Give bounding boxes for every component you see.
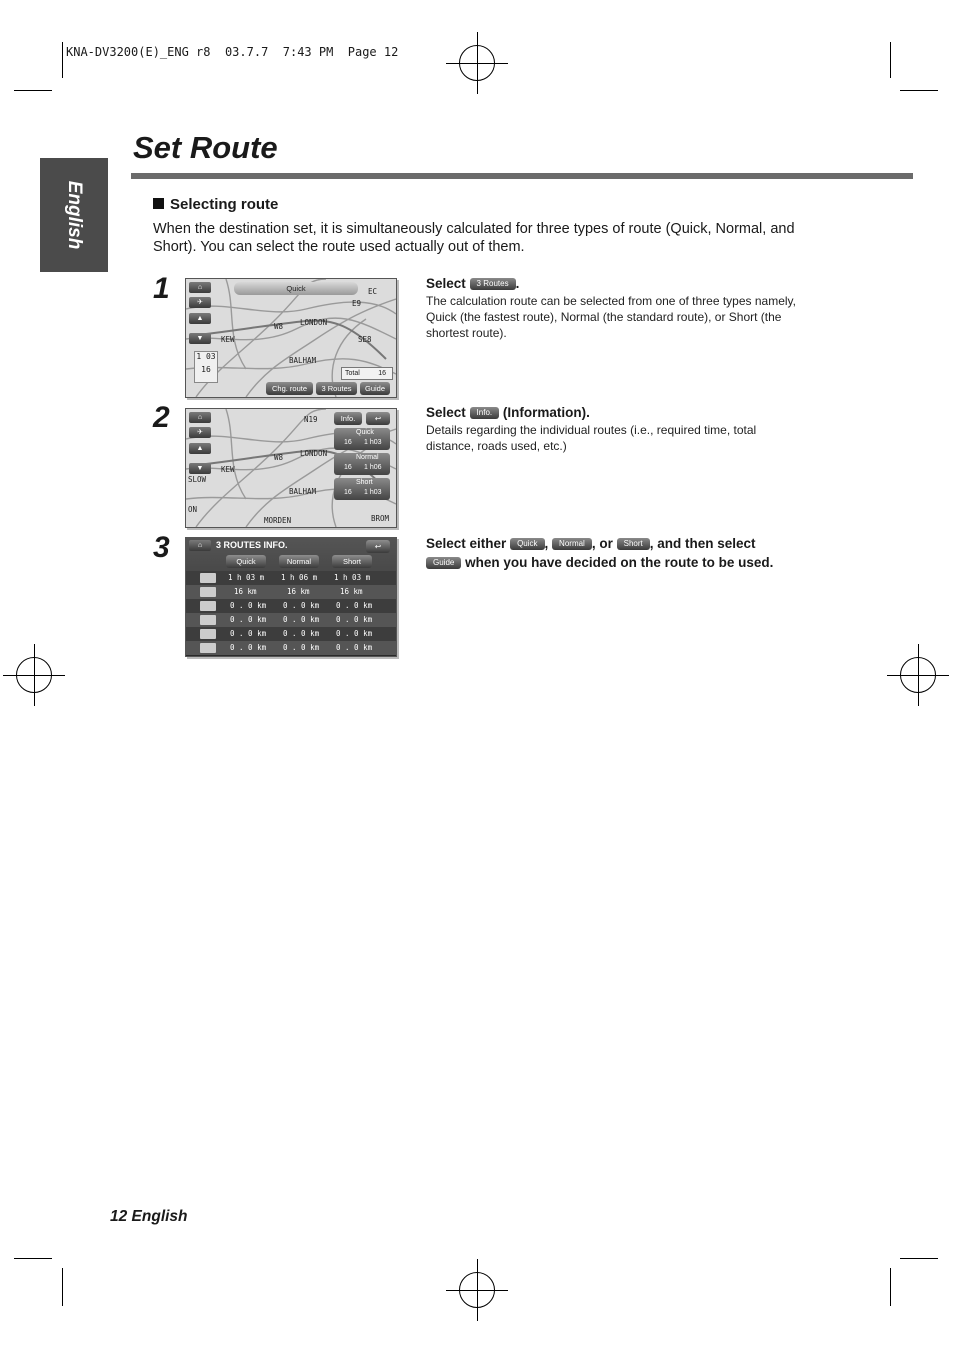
three-routes-button[interactable]: 3 Routes [316, 382, 357, 395]
rail-icon [200, 643, 216, 653]
map-label: BALHAM [289, 487, 317, 496]
map-label: MORDEN [264, 516, 292, 525]
step-3-title: Select either Quick , Normal , or Short , and then select Guide when you have decided on the route to be used. [426, 536, 774, 570]
step-number: 2 [153, 401, 170, 434]
menu-button[interactable]: ⌂ [189, 282, 211, 293]
quick-icon: Quick [510, 538, 544, 550]
short-column-button[interactable]: Short [332, 555, 372, 568]
plane-icon[interactable]: ✈ [189, 427, 211, 438]
registration-mark [16, 657, 52, 693]
map-label: BROM [371, 514, 390, 523]
time-distance-panel: 1 03 16 [194, 351, 218, 383]
map-label: LONDON [300, 318, 328, 327]
map-label: N19 [304, 415, 318, 424]
map-label: SLOW [188, 475, 207, 484]
plane-icon[interactable]: ✈ [189, 297, 211, 308]
zoom-out-button[interactable]: ▼ [189, 333, 211, 344]
step-number: 3 [153, 531, 170, 564]
route-type-label: Quick [234, 282, 358, 295]
ferry-icon [200, 629, 216, 639]
page-footer: 12 English [110, 1208, 188, 1225]
step-1-title: Select 3 Routes . [426, 276, 520, 291]
page-title: Set Route [133, 130, 278, 165]
total-distance-panel: Total 16 [341, 367, 393, 380]
map-screen-1 [185, 278, 397, 398]
info-button[interactable]: Info. [334, 412, 362, 425]
crop-mark [890, 42, 891, 78]
info-row-road-type: 0 . 0 km 0 . 0 km 0 . 0 km [186, 627, 396, 641]
map-label: EC [368, 287, 378, 296]
section-heading: Selecting route [153, 196, 278, 213]
info-row-road-type: 0 . 0 km 0 . 0 km 0 . 0 km [186, 641, 396, 655]
crop-mark [900, 90, 938, 91]
step-2-body: Details regarding the individual routes (i.e., required time, total distance, roads used, etc.) [426, 423, 757, 453]
map-label: W8 [274, 453, 284, 462]
crop-mark [62, 1268, 63, 1306]
menu-button[interactable]: ⌂ [189, 412, 211, 423]
info-icon: Info. [470, 407, 500, 419]
motorway-icon [200, 601, 216, 611]
guide-button[interactable]: Guide [360, 382, 390, 395]
toll-road-icon [200, 615, 216, 625]
distance-icon [200, 587, 216, 597]
back-button[interactable]: ↩ [366, 540, 390, 553]
route-card-quick[interactable]: Quick 16 1 h03 [334, 428, 390, 450]
back-button[interactable]: ↩ [366, 412, 390, 425]
crop-mark [62, 42, 63, 78]
crop-mark [900, 1258, 938, 1259]
info-row-road-type: 0 . 0 km 0 . 0 km 0 . 0 km [186, 613, 396, 627]
step-number: 1 [153, 272, 170, 305]
change-route-button[interactable]: Chg. route [266, 382, 313, 395]
zoom-in-button[interactable]: ▲ [189, 313, 211, 324]
map-label: E9 [352, 299, 362, 308]
intro-text: When the destination set, it is simultaneously calculated for three types of route (Quick, Normal, and Short). You can select the route used actually out of them. [153, 221, 795, 255]
map-screen-2 [185, 408, 397, 528]
map-label: LONDON [300, 449, 328, 458]
map-label: KEW [221, 335, 235, 344]
step-1-body: The calculation route can be selected from one of three types namely, Quick (the fastest route), Normal (the standard route), or Short (the shortest route). [426, 294, 796, 340]
crop-mark [890, 1268, 891, 1306]
registration-mark [900, 657, 936, 693]
zoom-out-button[interactable]: ▼ [189, 463, 211, 474]
quick-column-button[interactable]: Quick [226, 555, 266, 568]
print-slug: KNA-DV3200(E)_ENG r8 03.7.7 7:43 PM Page 12 [66, 45, 399, 59]
crop-mark [14, 1258, 52, 1259]
step-2-title: Select Info. (Information). [426, 405, 590, 420]
routes-info-screen [185, 537, 397, 657]
info-row-road-type: 0 . 0 km 0 . 0 km 0 . 0 km [186, 599, 396, 613]
three-routes-icon: 3 Routes [470, 278, 516, 290]
map-label: KEW [221, 465, 235, 474]
crop-mark [14, 90, 52, 91]
map-label: SE8 [358, 335, 372, 344]
info-row-distance: 16 km 16 km 16 km [186, 585, 396, 599]
registration-mark [459, 45, 495, 81]
clock-icon [200, 573, 216, 583]
normal-icon: Normal [552, 538, 592, 550]
screen-heading: 3 ROUTES INFO. [216, 540, 288, 550]
registration-mark [459, 1272, 495, 1308]
map-label: BALHAM [289, 356, 317, 365]
info-row-time: 1 h 03 m 1 h 06 m 1 h 03 m [186, 571, 396, 585]
title-rule [131, 173, 913, 179]
map-label: W8 [274, 322, 284, 331]
menu-button[interactable]: ⌂ [189, 540, 211, 551]
normal-column-button[interactable]: Normal [279, 555, 319, 568]
short-icon: Short [617, 538, 650, 550]
map-label: ON [188, 505, 198, 514]
language-tab: English [40, 158, 108, 272]
guide-icon: Guide [426, 557, 461, 569]
route-card-short[interactable]: Short 16 1 h03 [334, 478, 390, 500]
zoom-in-button[interactable]: ▲ [189, 443, 211, 454]
route-card-normal[interactable]: Normal 16 1 h06 [334, 453, 390, 475]
